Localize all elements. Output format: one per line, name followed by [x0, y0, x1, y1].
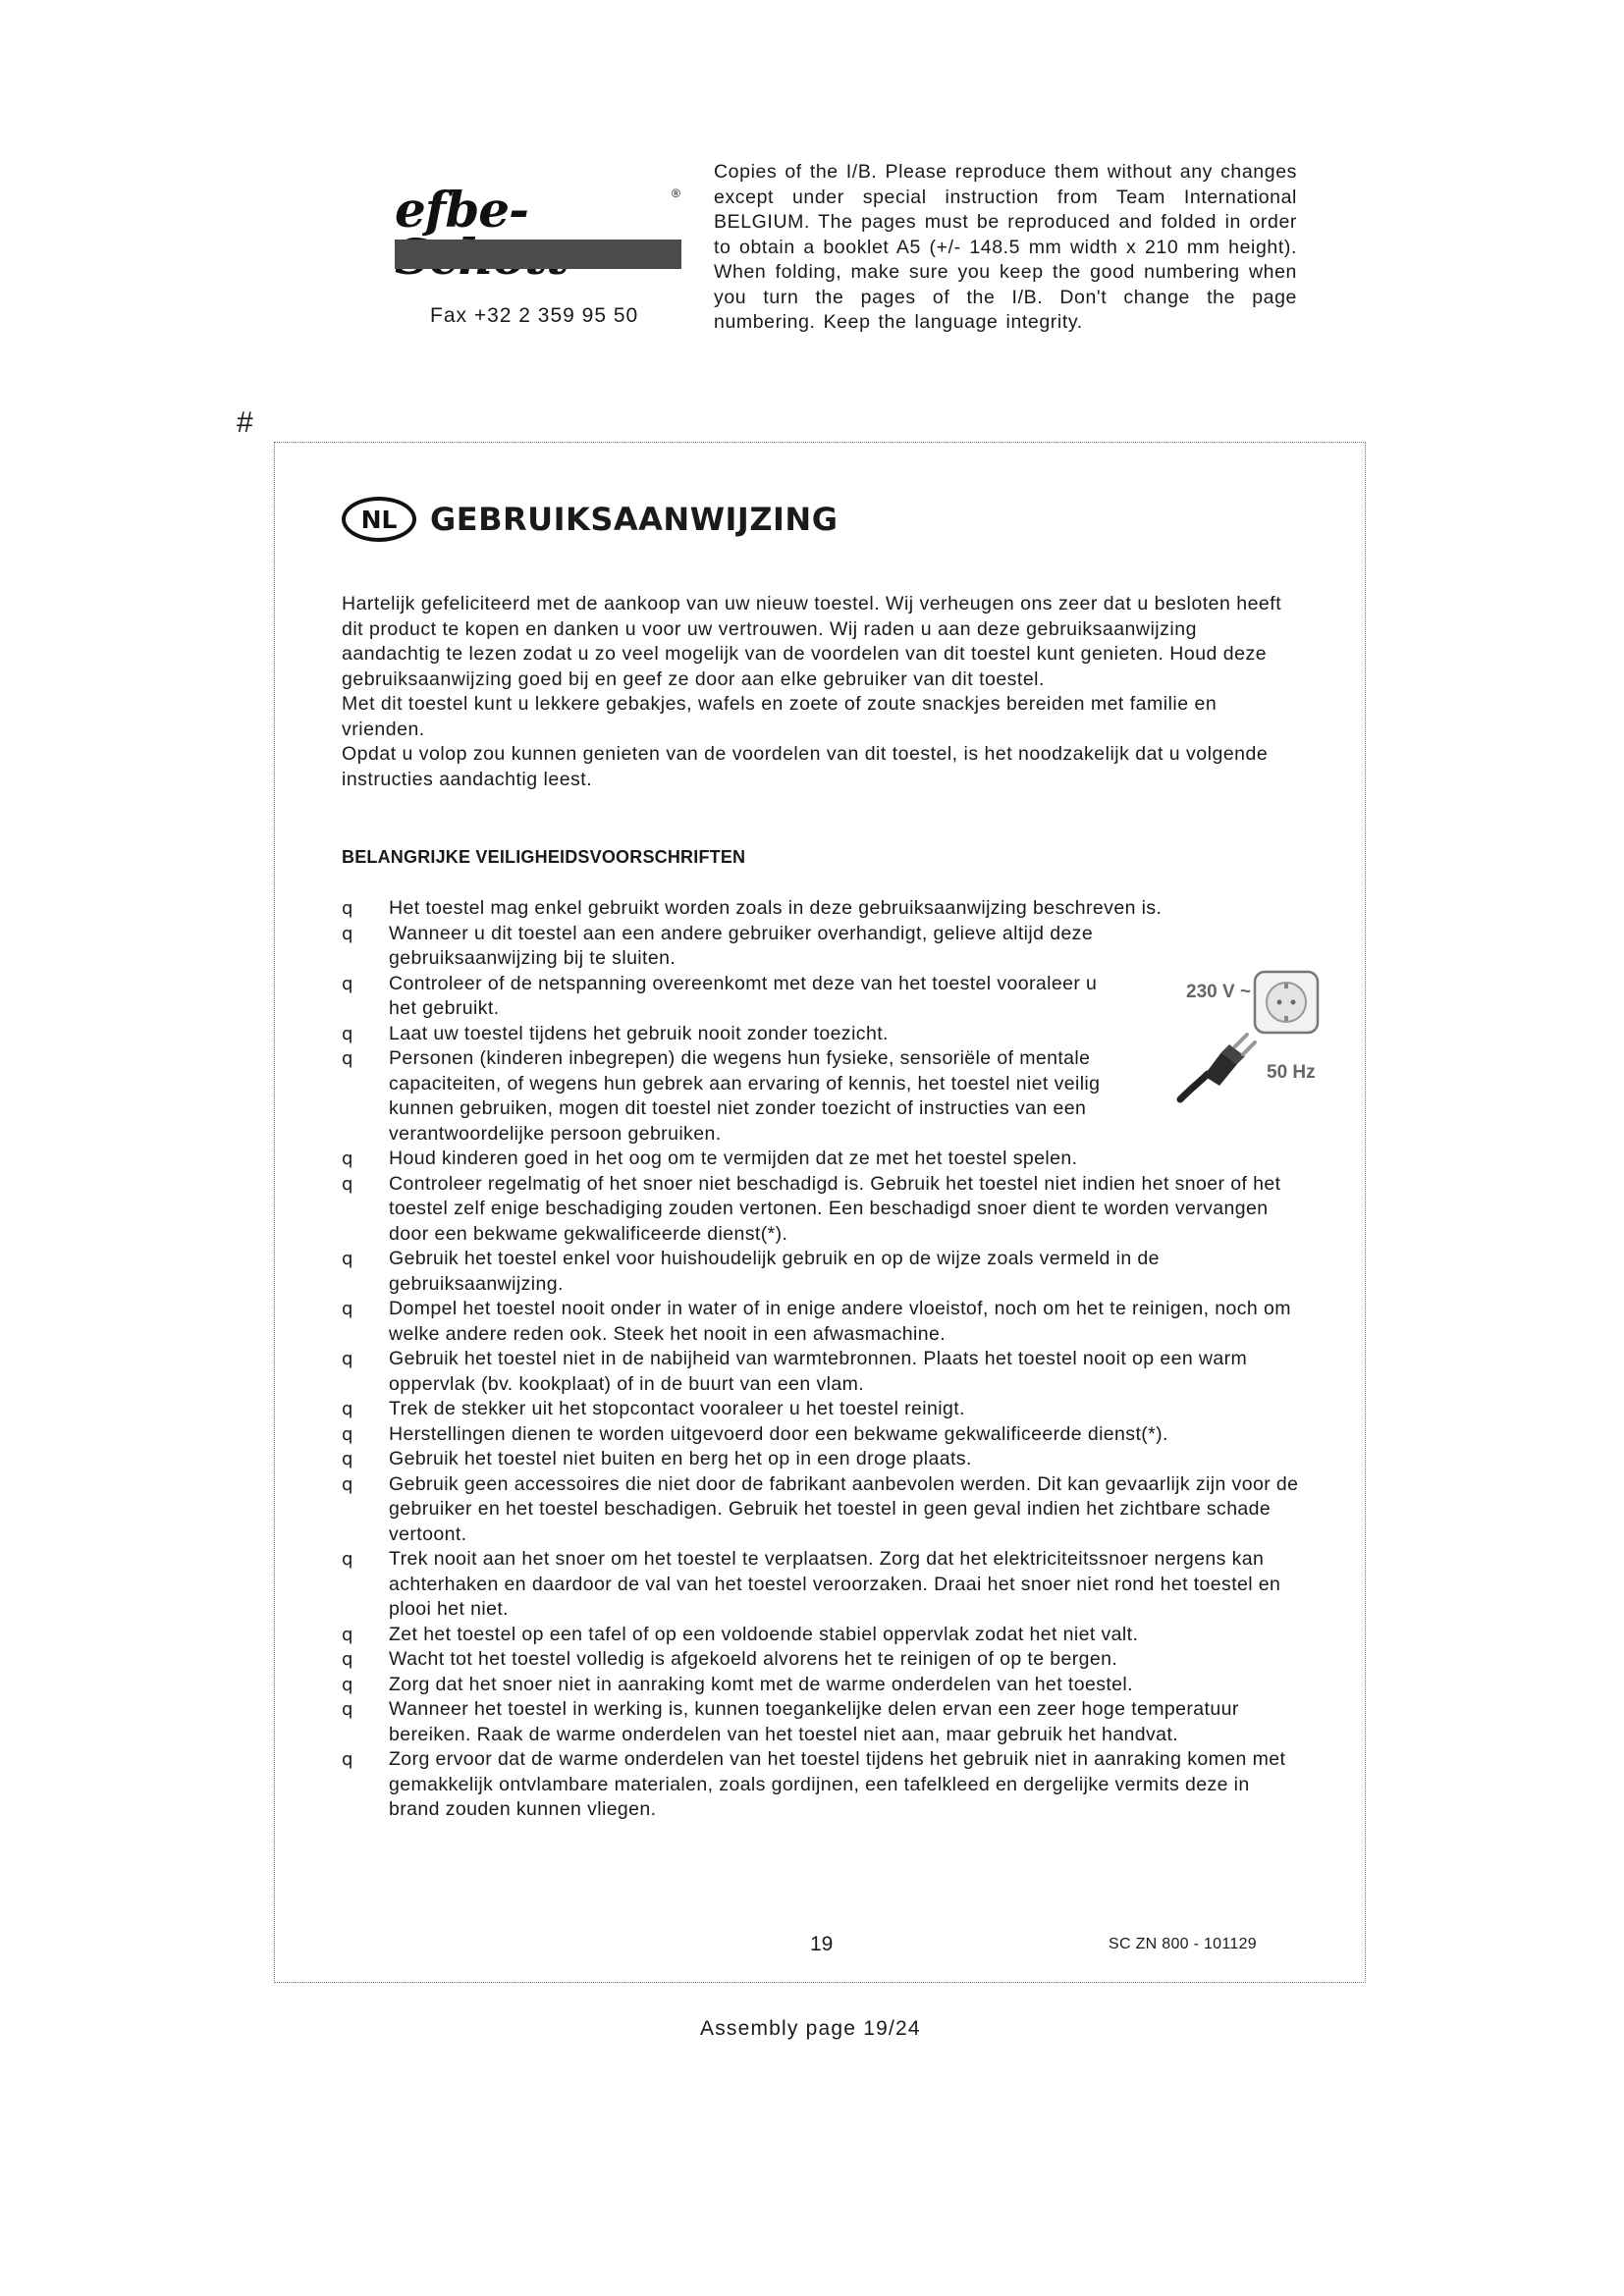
bullet-mark: q [342, 1249, 353, 1269]
list-item [342, 1447, 1304, 1472]
list-item [342, 1247, 1304, 1297]
list-item-text: Trek nooit aan het snoer om het toestel te verplaatsen. Zorg dat het elektriciteitssnoer nergens kan achterhaken en daardoor de val van het toestel veroorzaken. Draai het snoer niet rond het toestel en plooi het niet. [389, 1548, 1281, 1620]
bullet-mark: q [342, 1173, 353, 1195]
logo-text: efbe- [395, 181, 528, 239]
page-number: 19 [810, 1933, 834, 1955]
list-item-text: Wanneer u dit toestel aan een andere gebruiker overhandigt, gelieve altijd deze gebruiksaanwijzing bij te sluiten. [389, 922, 1094, 969]
list-item [342, 1472, 1304, 1548]
bullet-mark: q [342, 1549, 353, 1570]
list-item [342, 1623, 1304, 1648]
bullet-mark: q [342, 1699, 353, 1720]
list-item-text: Zorg dat het snoer niet in aanraking komt met de warme onderdelen van het toestel. [389, 1673, 1133, 1695]
efbe-schott-logo [395, 181, 681, 269]
list-item-text: Wanneer het toestel in werking is, kunnen toegankelijke delen ervan een zeer hoge temperatuur bereiken. Raak de warme onderdelen van het toestel niet aan, maar gebruik het handvat. [389, 1698, 1239, 1745]
list-item-text: Zorg ervoor dat de warme onderdelen van het toestel tijdens het gebruik niet in aanraking komen met gemakkelijk ontvlambare materialen, zoals gordijnen, een tafelkleed en dergelijke vermits deze in brand zouden kunnen vliegen. [389, 1748, 1286, 1820]
bullet-mark: q [342, 1048, 353, 1069]
assembly-page-label: Assembly page 19/24 [700, 2017, 921, 2040]
bullet-mark: q [342, 1299, 353, 1319]
page-title: GEBRUIKSAANWIJZING [430, 501, 839, 538]
logo-bar [395, 240, 681, 269]
bullet-mark: q [342, 1023, 353, 1044]
list-item-text: Gebruik het toestel niet buiten en berg het op in een droge plaats. [389, 1448, 972, 1469]
list-item [342, 1046, 1304, 1147]
list-item [342, 1422, 1304, 1448]
list-item-text: Personen (kinderen inbegrepen) die wegens hun fysieke, sensoriële of mentale capaciteiten, of wegens hun gebrek aan ervaring of kennis, het toestel niet veilig kunnen gebruiken, mogen dit toestel niet zonder toezicht of instructies van een verantwoordelijke persoon gebruiken. [389, 1047, 1101, 1145]
list-item [342, 1397, 1304, 1422]
power-plug-icon [1174, 1031, 1259, 1103]
safety-list [342, 896, 1304, 1823]
list-item [342, 1673, 1304, 1698]
list-item-text: Het toestel mag enkel gebruikt worden zoals in deze gebruiksaanwijzing beschreven is. [389, 897, 1163, 919]
list-item [342, 1747, 1304, 1823]
list-item [342, 972, 1304, 1022]
list-item-text: Gebruik het toestel enkel voor huishoudelijk gebruik en op de wijze zoals vermeld in de gebruiksaanwijzing. [389, 1248, 1160, 1295]
bullet-mark: q [342, 1399, 353, 1419]
reproduction-instructions: Copies of the I/B. Please reproduce them without any changes except under special instruction from Team International BELGIUM. The pages must be reproduced and folded in order to obtain a booklet A5 (+/- 148.5 mm width x 210 mm height). When folding, make sure you keep the good numbering when you turn the pages of the I/B. Don't change the page numbering. Keep the language integrity. [714, 161, 1297, 333]
bullet-mark: q [342, 1473, 353, 1495]
intro-text [342, 592, 1294, 792]
bullet-mark: q [342, 1624, 353, 1645]
bullet-mark: q [342, 973, 353, 994]
bullet-mark: q [342, 1423, 353, 1445]
bullet-mark: q [342, 1749, 353, 1770]
language-badge: NL [342, 497, 416, 542]
page-heading [342, 494, 838, 545]
list-item [342, 1297, 1304, 1347]
list-item-text: Houd kinderen goed in het oog om te vermijden dat ze met het toestel spelen. [389, 1148, 1078, 1169]
fax-number: Fax +32 2 359 95 50 [430, 304, 639, 327]
list-item-text: Wacht tot het toestel volledig is afgekoeld alvorens het te reinigen of op te bergen. [389, 1648, 1118, 1670]
intro-paragraph: Met dit toestel kunt u lekkere gebakjes, wafels en zoete of zoute snackjes bereiden met familie en vrienden. [342, 693, 1218, 740]
list-item-text: Dompel het toestel nooit onder in water of in enige andere vloeistof, noch om het te reinigen, noch om welke andere reden ook. Steek het nooit in een afwasmachine. [389, 1298, 1291, 1345]
document-code: SC ZN 800 - 101129 [1109, 1936, 1257, 1952]
list-item-text: Trek de stekker uit het stopcontact vooraleer u het toestel reinigt. [389, 1398, 965, 1419]
list-item [342, 1147, 1304, 1172]
list-item [342, 922, 1304, 972]
safety-section-title: BELANGRIJKE VEILIGHEIDSVOORSCHRIFTEN [342, 847, 746, 867]
list-item [342, 1347, 1304, 1397]
frequency-label: 50 Hz [1267, 1062, 1316, 1083]
list-item-text: Zet het toestel op een tafel of op een voldoende stabiel oppervlak zodat het niet valt. [389, 1623, 1139, 1645]
list-item [342, 1172, 1304, 1248]
list-item-text: Controleer regelmatig of het snoer niet beschadigd is. Gebruik het toestel niet indien het snoer of het toestel zelf enige beschadiging zouden vertonen. Een beschadigd snoer dient te worden vervangen door een bekwame gekwalificeerde dienst(*). [389, 1172, 1281, 1245]
bullet-mark: q [342, 1674, 353, 1695]
list-item [342, 1022, 1304, 1047]
list-item-text: Gebruik geen accessoires die niet door de fabrikant aanbevolen werden. Dit kan gevaarlijk zijn voor de gebruiker en het toestel beschadigen. Gebruik het toestel in geen geval indien het zichtbare schade vertoont. [389, 1472, 1299, 1545]
intro-paragraph: Hartelijk gefeliciteerd met de aankoop van uw nieuw toestel. Wij verheugen ons zeer dat u besloten heeft dit product te kopen en danken u voor uw vertrouwen. Wij raden u aan deze gebruiksaanwijzing aandachtig te lezen zodat u zo veel mogelijk van de voordelen van dit toestel kunt genieten. Houd deze gebruiksaanwijzing goed bij en geef ze door aan elke gebruiker van dit toestel. [342, 593, 1282, 690]
list-item [342, 1647, 1304, 1673]
list-item-text: Herstellingen dienen te worden uitgevoerd door een bekwame gekwalificeerde dienst(*). [389, 1422, 1168, 1445]
list-item [342, 1697, 1304, 1747]
bullet-mark: q [342, 1449, 353, 1469]
wall-socket-icon [1253, 970, 1320, 1035]
list-item [342, 1547, 1304, 1623]
list-item-text: Controleer of de netspanning overeenkomt met deze van het toestel vooraleer u het gebruikt. [389, 972, 1098, 1019]
logo-registered-mark: ® [672, 187, 680, 200]
bullet-mark: q [342, 1649, 353, 1670]
intro-paragraph: Opdat u volop zou kunnen genieten van de voordelen van dit toestel, is het noodzakelijk dat u volgende instructies aandachtig leest. [342, 743, 1269, 790]
hash-mark: # [237, 406, 253, 439]
bullet-mark: q [342, 1148, 353, 1169]
list-item-text: Gebruik het toestel niet in de nabijheid van warmtebronnen. Plaats het toestel nooit op een warm oppervlak (bv. kookplaat) of in de buurt van een vlam. [389, 1348, 1248, 1395]
voltage-label: 230 V ~ [1186, 982, 1252, 1002]
bullet-mark: q [342, 1349, 353, 1369]
bullet-mark: q [342, 898, 353, 919]
bullet-mark: q [342, 923, 353, 944]
list-item-text: Laat uw toestel tijdens het gebruik nooit zonder toezicht. [389, 1022, 889, 1044]
list-item [342, 896, 1304, 922]
